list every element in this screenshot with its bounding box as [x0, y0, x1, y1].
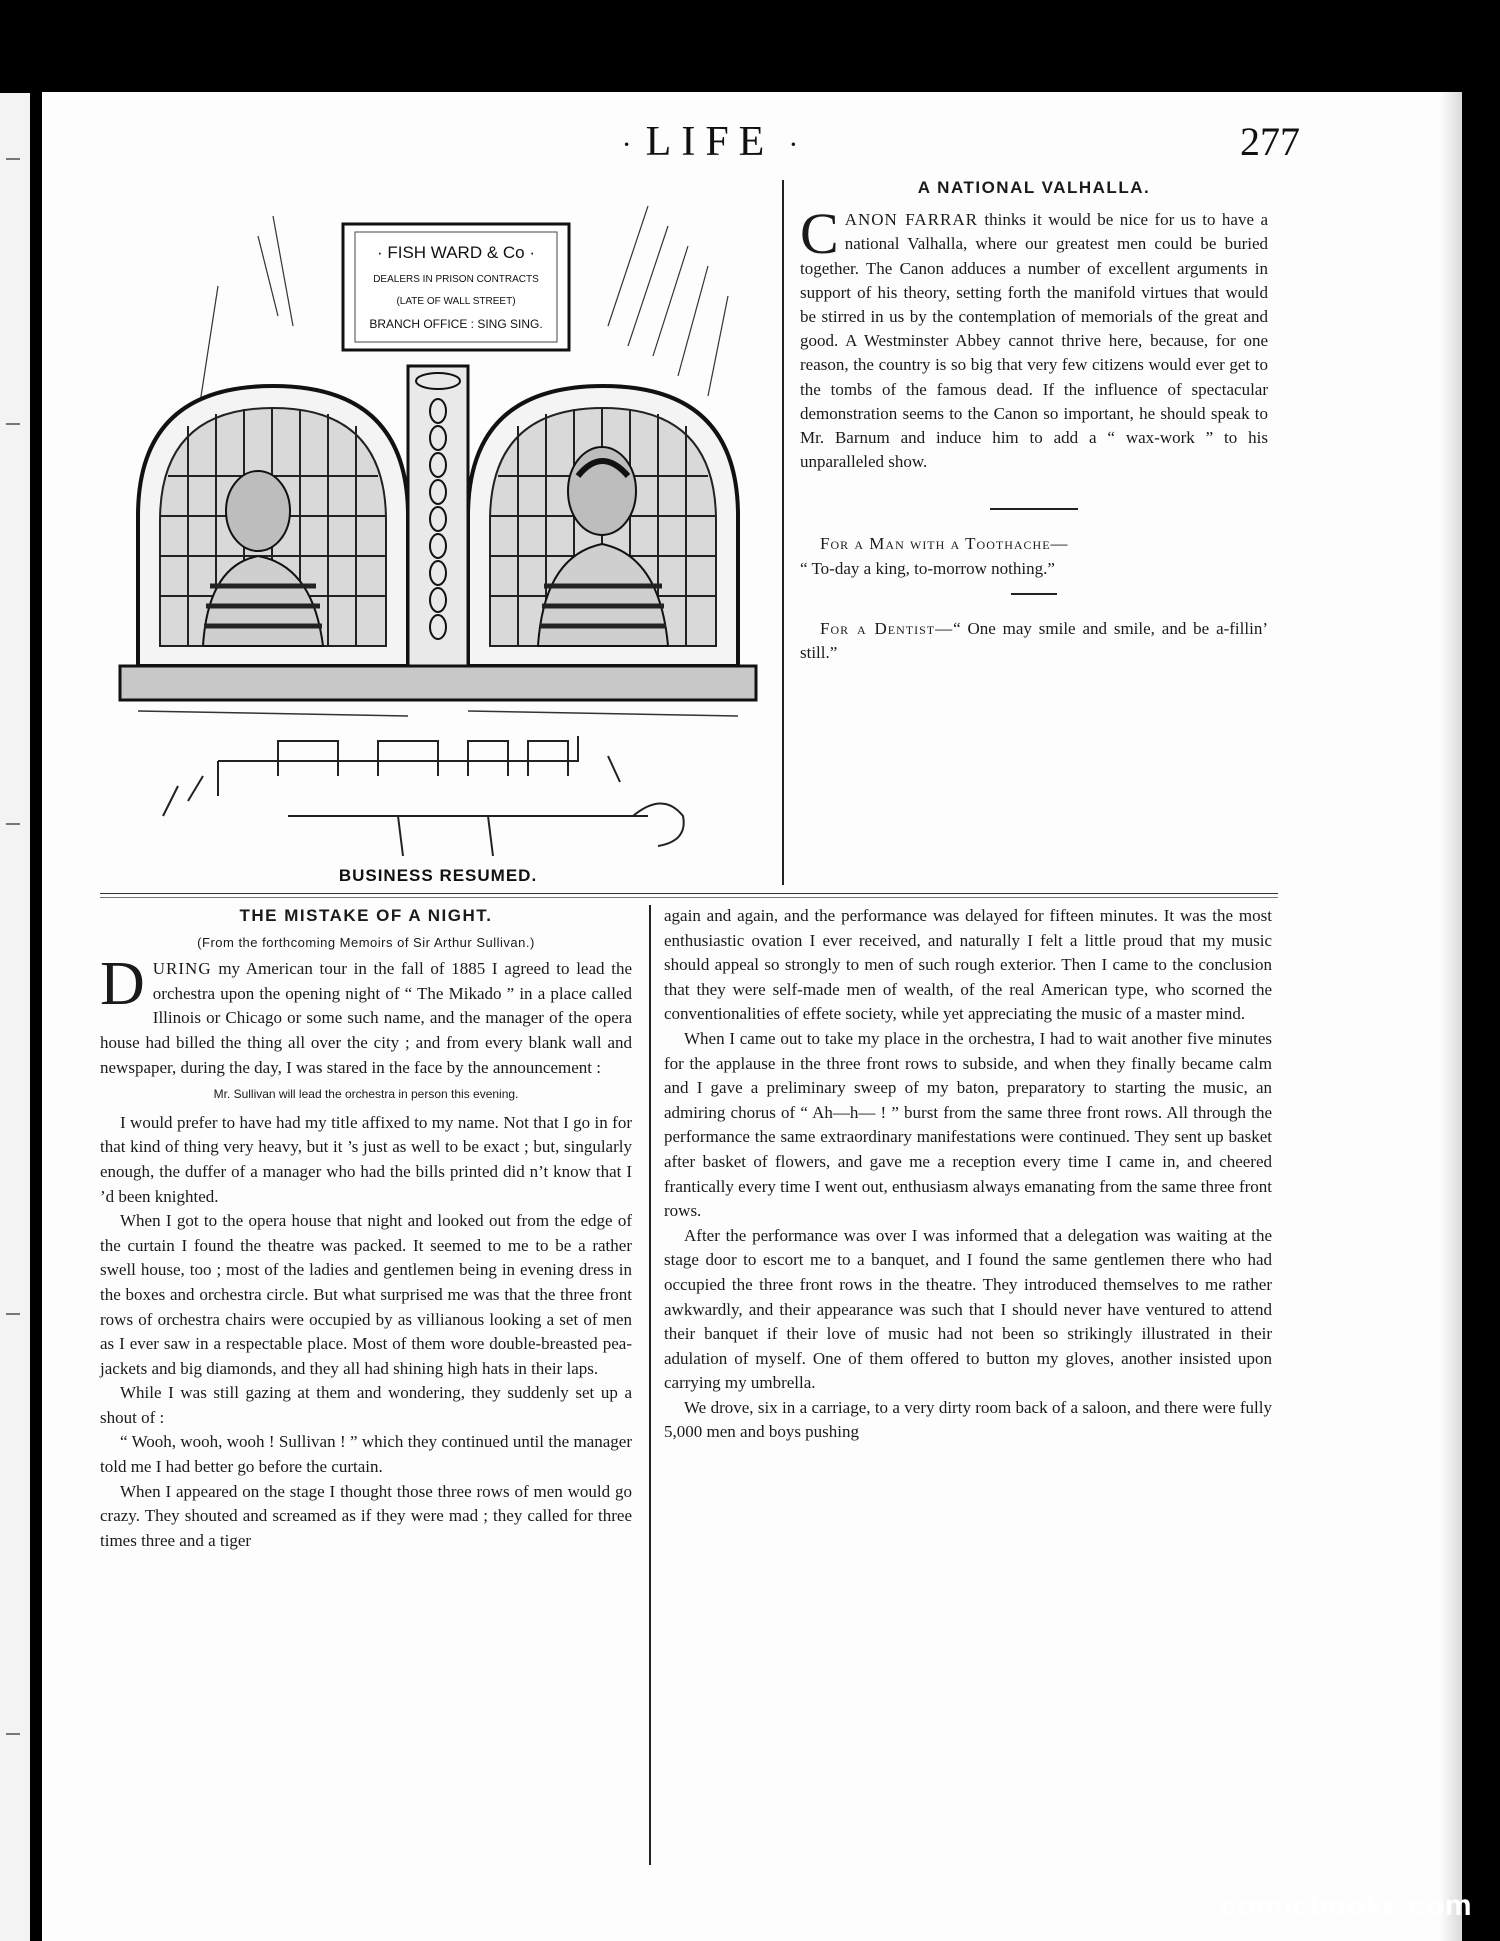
mistake-paragraph-8: When I came out to take my place in the orchestra, I had to wait another five minutes for the applause in the three front rows to subside, and when they finally became calm and I gave a preliminary sweep of my baton, preparatory to starting the music, an admiring chorus of “ Ah—h— ! ” burst from the same three front rows. All through the performance the same extraordinary manifestations were continued. They sent up basket after basket of flowers, and gave me a reception every time I came in, and cheered frantically every time I went out, enthusiasm always emanating from the same three front rows.	[664, 1028, 1273, 1221]
sign-line-4: BRANCH OFFICE : SING SING.	[369, 317, 543, 331]
illustration-drawing	[108, 176, 768, 866]
section-rule	[100, 893, 1278, 894]
desk-sketch	[163, 736, 684, 856]
page-number: 277	[1240, 119, 1300, 164]
dentist-item	[800, 617, 1268, 665]
mistake-paragraph-1	[100, 950, 632, 1080]
sign-line-3: (LATE OF WALL STREET)	[396, 296, 516, 307]
prison-window-illustration	[108, 176, 768, 866]
mistake-subtitle: (From the forthcoming Memoirs of Sir Arthur Sullivan.)	[197, 934, 535, 950]
illustration-caption: BUSINESS RESUMED.	[338, 866, 538, 885]
sign-line-2: DEALERS IN PRISON CONTRACTS	[373, 274, 539, 285]
column-divider-top	[782, 180, 784, 885]
mistake-column-right	[664, 904, 1272, 1445]
valhalla-dropcap: C	[800, 201, 839, 267]
masthead	[0, 118, 1420, 166]
masthead-dot-left: ·	[621, 128, 632, 162]
toothache-quote: “ To-day a king, to-morrow nothing.”	[800, 558, 1055, 578]
mistake-paragraph-7: again and again, and the performance was delayed for fifteen minutes. It was the most enthusiastic ovation I ever received, and naturally I felt a little proud that my music should appeal so strongly to men of such rough exterior. Then I came to the conclusion that they were self-made men of wealth, of the real American type, who scorned the conventionalities of effete society, while yet appreciating the music of a master mind.	[664, 906, 1272, 1024]
mistake-paragraph-2: I would prefer to have had my title affixed to my name. Not that I go in for that kind of thing very heavy, but it ’s just as well to be exact ; but, singularly enough, the duffer of a manager who had the bills printed did n’t know that I ’d been knighted.	[100, 1112, 632, 1206]
mistake-column-left	[100, 904, 632, 1553]
valhalla-heading: A NATIONAL VALHALLA.	[917, 178, 1151, 197]
left-page-edge	[0, 93, 30, 1941]
column-divider-bottom	[649, 905, 651, 1865]
counter-ledge	[120, 666, 756, 700]
center-column	[408, 366, 468, 666]
toothache-lead: For a Man with a Toothache—	[820, 534, 1069, 554]
mistake-paragraph-6: When I appeared on the stage I thought those three rows of men would go crazy. They shouted and screamed as if they were mad ; they called for three times three and a tiger	[100, 1481, 632, 1550]
masthead-dot-right: ·	[788, 128, 799, 162]
sign-line-1: · FISH WARD & Co ·	[376, 243, 536, 262]
valhalla-body: thinks it would be nice for us to have a national Valhalla, where our greatest men could be buried together. The Canon adduces a number of excellent arguments in support of his theory, setting forth the manifold virtues that would be stirred in us by the contemplation of memorials of the great and good. A Westminster Abbey cannot thrive here, because, for one reason, the country is so big that very few citizens would ever get to the tombs of the famous dead. If the influence of spectacular demonstration seems to the Canon so important, he should speak to Mr. Barnum and induce him to add a “ wax-work ” to his unparalleled show.	[800, 210, 1268, 472]
mistake-announcement: Mr. Sullivan will lead the orchestra in person this evening.	[213, 1087, 519, 1102]
dentist-quote: “ One may smile and smile, and be a-fillin’ still.”	[800, 618, 1268, 663]
mistake-paragraph-4: While I was still gazing at them and wondering, they suddenly set up a shout of :	[100, 1383, 632, 1427]
section-rule-secondary	[100, 897, 1278, 898]
toothache-item	[800, 532, 1268, 580]
mistake-lead: URING	[152, 959, 212, 979]
valhalla-lead: ANON FARRAR	[844, 210, 978, 230]
dentist-lead: For a Dentist—	[820, 618, 954, 638]
mistake-paragraph-3: When I got to the opera house that night and looked out from the edge of the curtain I found the theatre was packed. It seemed to me to be a rather swell house, too ; most of the ladies and gentlemen being in evening dress in the boxes and orchestra circle. But what surprised me was that the three front rows of orchestra chairs were occupied by as villianous looking a set of men as I ever saw in a respectable place. Most of them wore double-breasted pea-jackets and big diamonds, and they all had shining high hats in their laps.	[100, 1211, 632, 1378]
mistake-paragraph-5: “ Wooh, wooh, wooh ! Sullivan ! ” which they continued until the manager told me I had better go before the curtain.	[100, 1432, 632, 1477]
mistake-heading: THE MISTAKE OF A NIGHT.	[239, 906, 493, 925]
valhalla-column	[800, 176, 1268, 665]
item-separator-rule	[990, 508, 1078, 510]
watermark: comicbooks.com	[1219, 1889, 1472, 1922]
page-shadow	[1440, 92, 1462, 1941]
masthead-title: LIFE	[645, 119, 775, 165]
item-separator-rule-short	[1011, 593, 1057, 595]
mistake-paragraph-9: After the performance was over I was informed that a delegation was waiting at the stage door to escort me to a banquet, and I found the same gentlemen there who had occupied the three front rows in the theatre. They introduced themselves to me rather awkwardly, and their appearance was such that I should never have ventured to attend their banquet if their love of music had not been so strikingly illustrated in their adulation of myself. One of them offered to button my gloves, another insisted upon carrying my umbrella.	[664, 1225, 1272, 1393]
mistake-paragraph-1-text: my American tour in the fall of 1885 I agreed to lead the orchestra upon the opening night of “ The Mikado ” in a place called Illinois or Chicago or some such name, and the manager of the opera house had billed the thing all over the city ; and from every blank wall and newspaper, during the day, I was stared in the face by the announcement :	[100, 959, 632, 1077]
valhalla-paragraph	[800, 201, 1268, 474]
counter-hatching	[138, 711, 738, 716]
mistake-paragraph-10: We drove, six in a carriage, to a very dirty room back of a saloon, and there were fully 5,000 men and boys pushing	[664, 1397, 1272, 1442]
mistake-dropcap: D	[100, 950, 145, 1019]
